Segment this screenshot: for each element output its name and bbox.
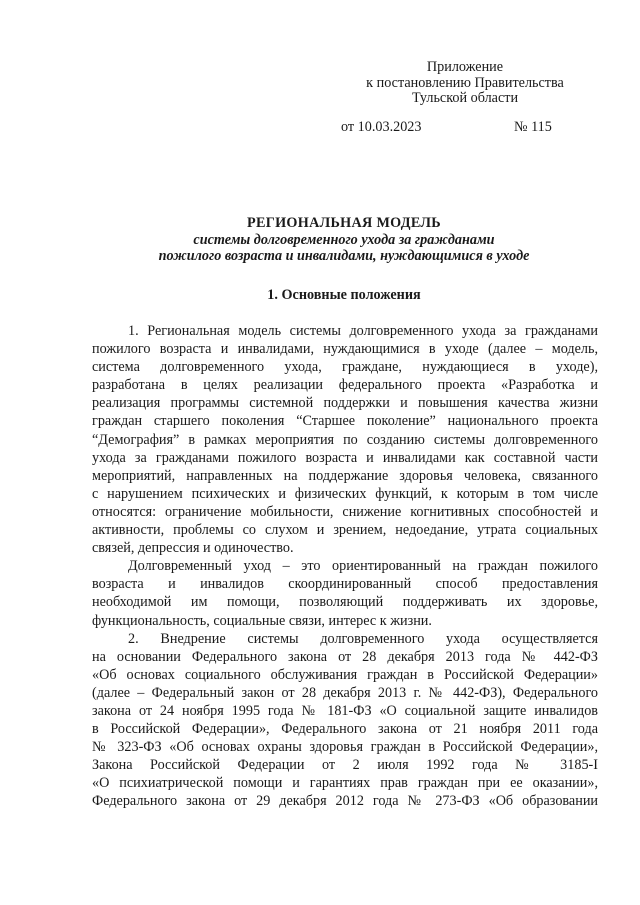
body-text: [92, 322, 598, 811]
body-line: в Российской Федерации», Федерального закона от 21 ноября 2011 года: [92, 721, 598, 738]
title-line-3: пожилого возраста и инвалидами, нуждающимися в уходе: [158, 248, 530, 264]
body-line: функциональность, социальные связи, интерес к жизни.: [92, 612, 432, 629]
body-line: «Об основах социального обслуживания граждан в Российской Федерации»: [92, 666, 598, 683]
body-line: «О психиатрической помощи и гарантиях прав граждан при ее оказании»,: [92, 775, 598, 792]
title-line-1: РЕГИОНАЛЬНАЯ МОДЕЛЬ: [247, 215, 441, 231]
decree-number: № 115: [514, 119, 552, 135]
decree-date: от 10.03.2023: [341, 119, 422, 135]
body-line: связей, депрессия и одиночество.: [92, 540, 294, 557]
body-line: система долговременного ухода, граждане, нуждающиеся в уходе),: [92, 359, 598, 376]
body-line: реализация программы системной поддержки и повышения качества жизни: [92, 395, 598, 412]
body-line: Закона Российской Федерации от 2 июля 1992 года № 3185-I: [92, 757, 598, 774]
body-line: 2. Внедрение системы долговременного ухода осуществляется: [128, 630, 598, 647]
body-line: граждан старшего поколения “Старшее поколение” национального проекта: [92, 413, 598, 430]
body-line: возраста и инвалидов скоординированный способ предоставления: [92, 576, 598, 593]
body-line: “Демография” в рамках мероприятия по созданию системы долговременного: [92, 431, 598, 448]
document-title: [60, 215, 628, 265]
body-line: на основании Федерального закона от 28 декабря 2013 года № 442-ФЗ: [92, 648, 598, 665]
appendix-line-1: Приложение: [426, 59, 504, 75]
body-line: 1. Региональная модель системы долговременного ухода за гражданами: [128, 323, 598, 339]
body-line: с нарушением психических и физических функций, к которым в том числе: [92, 485, 598, 502]
body-line: закона от 24 ноября 1995 года № 181-ФЗ «О социальной защите инвалидов: [92, 702, 598, 719]
body-line: Долговременный уход – это ориентированный на граждан пожилого: [128, 558, 598, 575]
body-line: № 323-ФЗ «Об основах охраны здоровья граждан в Российской Федерации»,: [92, 739, 598, 756]
body-line: Федерального закона от 29 декабря 2012 года № 273-ФЗ «Об образовании: [92, 793, 598, 810]
appendix-line-2: к постановлению Правительства: [366, 74, 564, 91]
body-line: (далее – Федеральный закон от 28 декабря 2013 г. № 442-ФЗ), Федерального: [92, 684, 598, 701]
body-line: относятся: ограничение мобильности, снижение когнитивных способностей и: [92, 503, 598, 520]
body-line: активности, проблемы со слухом и зрением, недоедание, утрата социальных: [92, 522, 598, 539]
section-heading: 1. Основные положения: [267, 287, 421, 303]
title-line-2: системы долговременного ухода за гражданами: [193, 231, 495, 248]
body-line: мероприятий, направленных на поддержание здоровья человека, связанного: [92, 467, 598, 484]
body-line: разработана в целях реализации федерального проекта «Разработка и: [92, 377, 598, 394]
body-line: необходимой им помощи, позволяющий поддерживать их здоровье,: [92, 594, 598, 611]
body-line: ухода за гражданами пожилого возраста и инвалидами как составной части: [92, 449, 598, 466]
appendix-block: [350, 60, 580, 107]
appendix-line-3: Тульской области: [411, 90, 519, 106]
body-line: пожилого возраста и инвалидами, нуждающимися в уходе (далее – модель,: [92, 341, 598, 358]
